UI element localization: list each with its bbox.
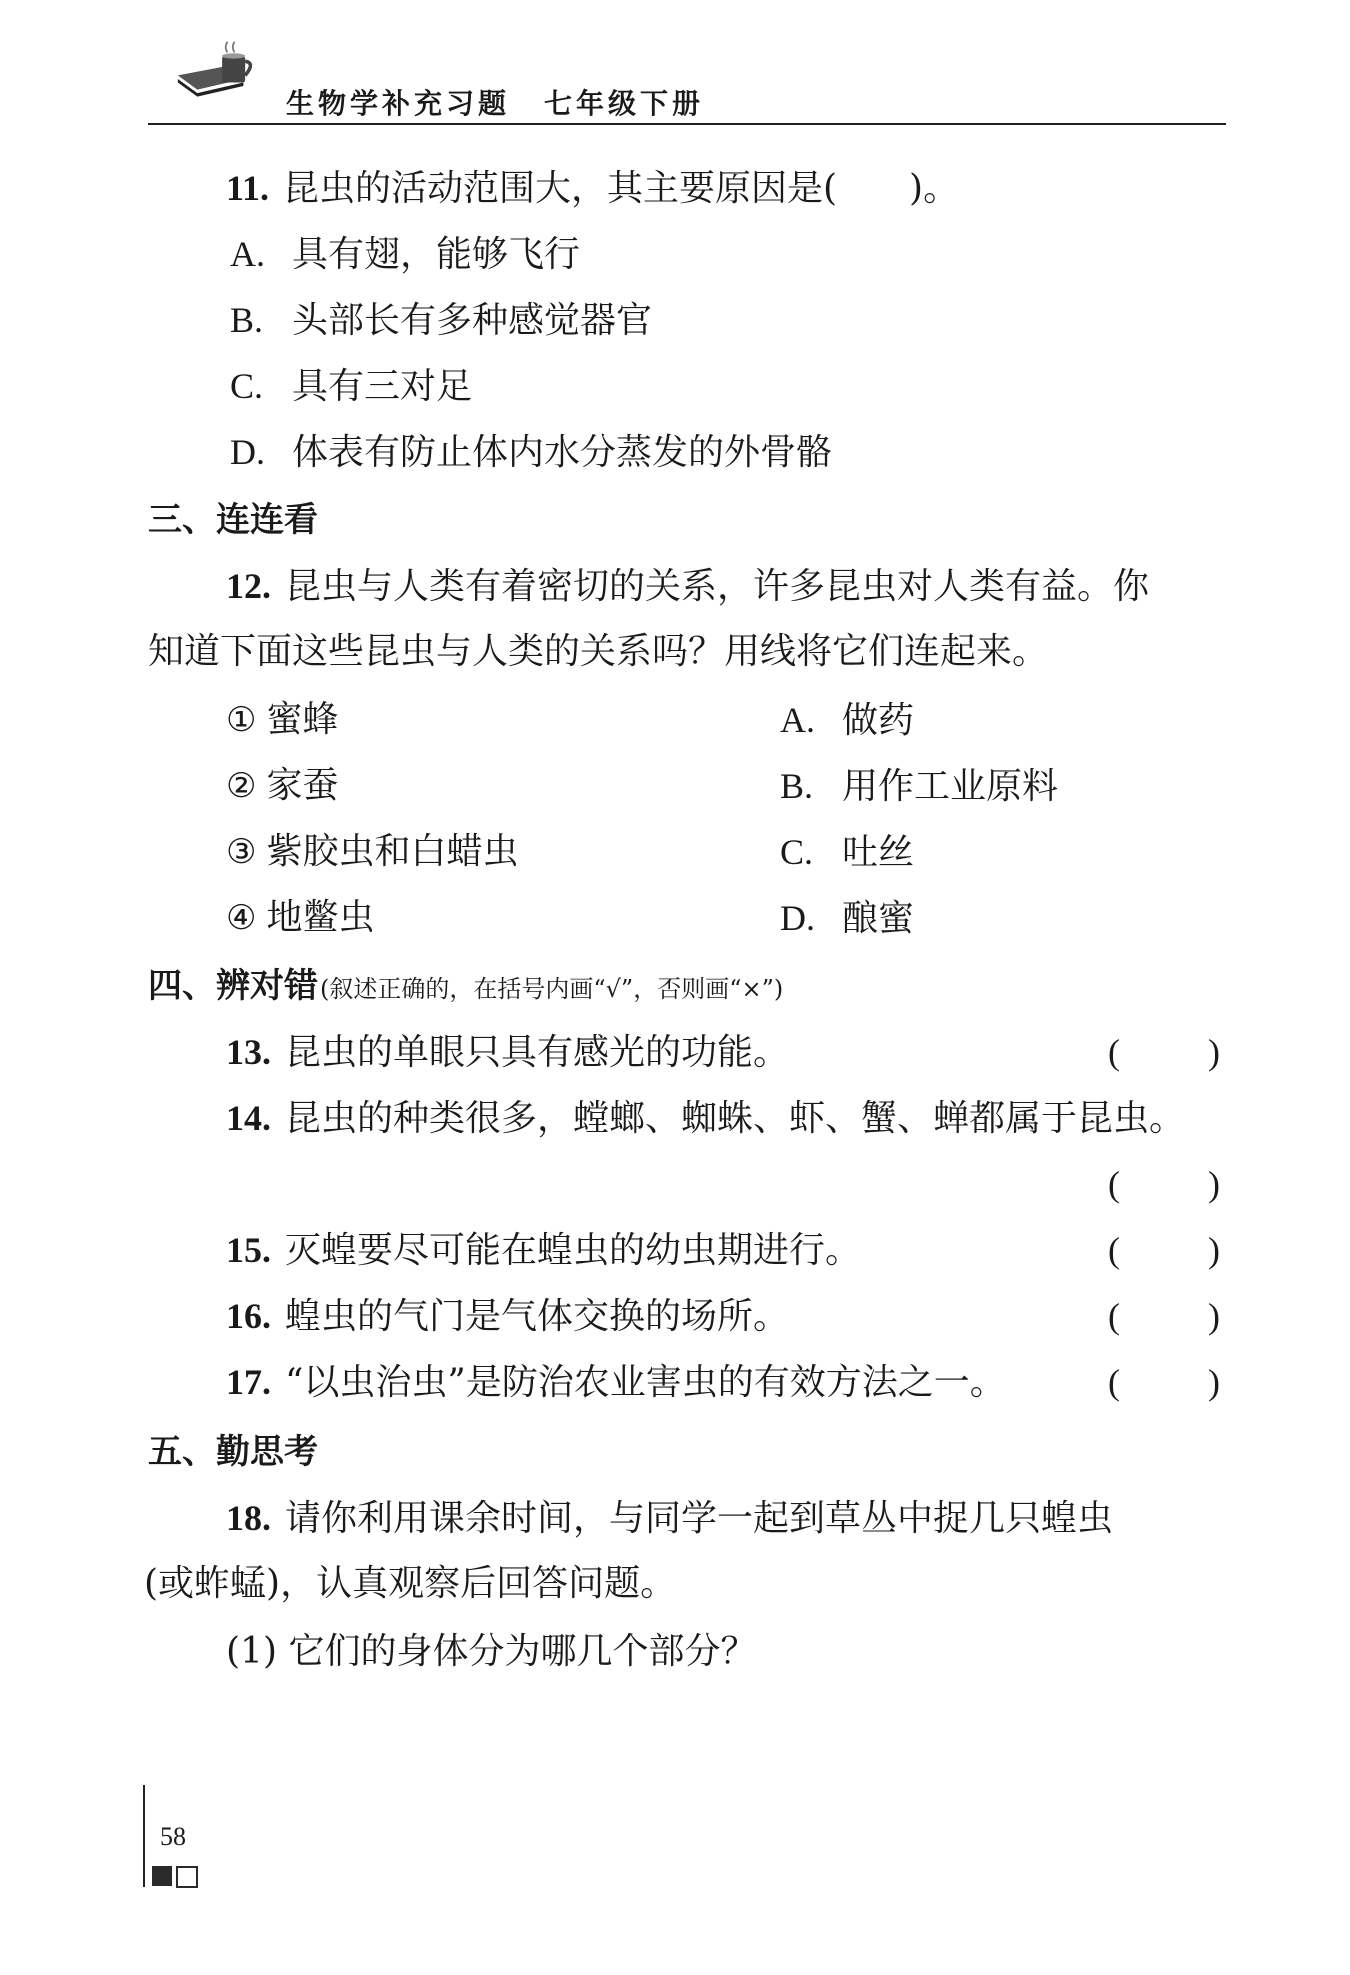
footer-rule: [143, 1785, 145, 1887]
question-15: 15. 灭蝗要尽可能在蝗虫的幼虫期进行。: [226, 1230, 862, 1271]
match-right-c: C. 吐丝: [780, 832, 915, 873]
book-and-cup-icon: [168, 40, 278, 102]
question-16: 16. 蝗虫的气门是气体交换的场所。: [226, 1296, 790, 1337]
option-a: A. 具有翅，能够飞行: [230, 234, 581, 275]
match-right-b: B. 用作工业原料: [780, 766, 1059, 807]
answer-paren-13[interactable]: ( ): [1108, 1032, 1220, 1072]
section-4-heading: 四、辨对错(叙述正确的，在括号内画“√”，否则画“×”): [148, 966, 784, 1006]
answer-paren-14[interactable]: ( ): [1108, 1164, 1220, 1204]
page-number: 58: [160, 1822, 186, 1851]
match-left-2: ② 家蚕: [226, 765, 339, 806]
book-title: 生物学补充习题: [286, 87, 511, 120]
match-left-1: ① 蜜蜂: [226, 699, 339, 740]
section-4-note: (叙述正确的，在括号内画“√”，否则画“×”): [320, 975, 784, 1003]
option-b: B. 头部长有多种感觉器官: [230, 300, 653, 341]
page-header: [0, 0, 1350, 130]
question-number: 12.: [226, 566, 271, 606]
match-right-d: D. 酿蜜: [780, 898, 915, 939]
match-right-a: A. 做药: [780, 700, 915, 741]
header-rule: [148, 123, 1226, 125]
question-13: 13. 昆虫的单眼只具有感光的功能。: [226, 1032, 790, 1073]
answer-paren-17[interactable]: ( ): [1108, 1362, 1220, 1402]
question-12: 12. 昆虫与人类有着密切的关系，许多昆虫对人类有益。你: [226, 566, 1150, 607]
grade-label: 七年级下册: [544, 87, 705, 120]
question-12-line2: 知道下面这些昆虫与人类的关系吗？用线将它们连起来。: [148, 631, 1049, 672]
question-14: 14. 昆虫的种类很多，螳螂、蜘蛛、虾、蟹、蝉都属于昆虫。: [226, 1098, 1186, 1139]
question-stem: 昆虫的活动范围大，其主要原因是( )。: [283, 168, 960, 209]
question-number: 11.: [226, 168, 270, 208]
question-18-line2: (或蚱蜢)，认真观察后回答问题。: [144, 1563, 677, 1604]
section-5-heading: 五、勤思考: [148, 1432, 318, 1472]
answer-paren-15[interactable]: ( ): [1108, 1230, 1220, 1270]
match-left-3: ③ 紫胶虫和白蜡虫: [226, 831, 519, 872]
question-18-sub1: (1) 它们的身体分为哪几个部分？: [226, 1631, 757, 1672]
header-title: [286, 82, 704, 122]
question-11: [226, 166, 959, 211]
option-c: C. 具有三对足: [230, 366, 473, 407]
match-left-4: ④ 地鳖虫: [226, 897, 375, 938]
filled-square-mark: [152, 1866, 172, 1886]
section-3-heading: 三、连连看: [148, 500, 318, 540]
empty-square-mark: [176, 1866, 198, 1888]
question-18: 18. 请你利用课余时间，与同学一起到草丛中捉几只蝗虫: [226, 1498, 1114, 1539]
answer-paren-16[interactable]: ( ): [1108, 1296, 1220, 1336]
option-d: D. 体表有防止体内水分蒸发的外骨骼: [230, 432, 833, 473]
question-17: 17. “以虫治虫”是防治农业害虫的有效方法之一。: [226, 1362, 1006, 1403]
